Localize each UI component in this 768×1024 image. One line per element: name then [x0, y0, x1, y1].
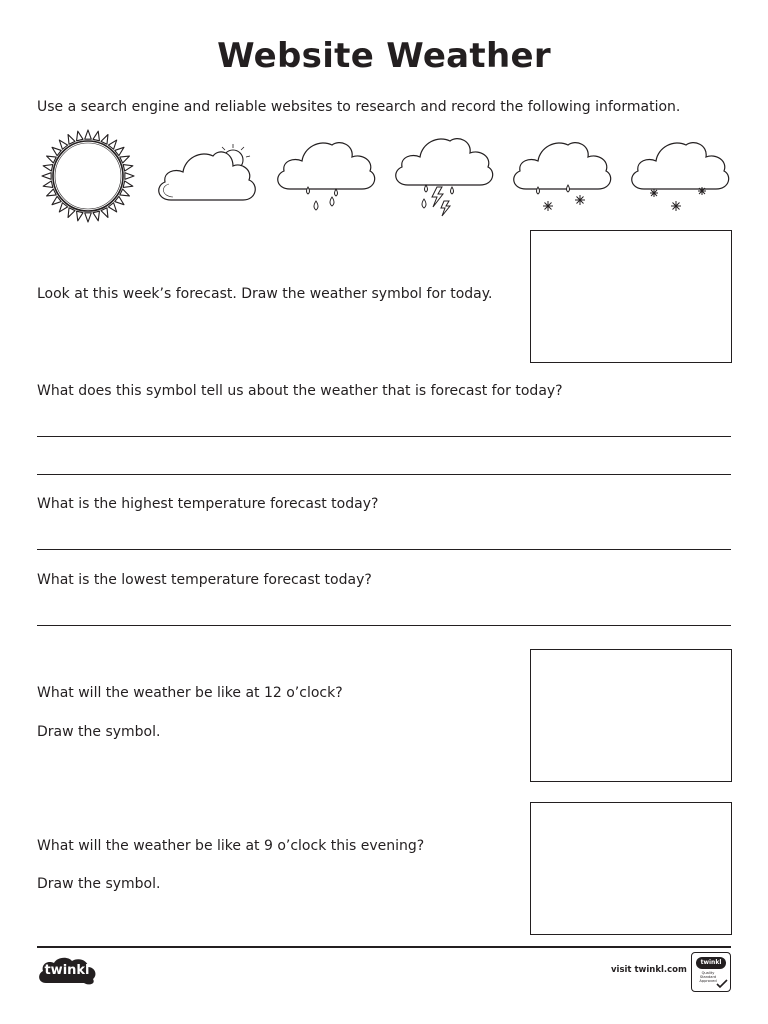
sun-ray [120, 156, 130, 163]
question-today-symbol: Look at this week’s forecast. Draw the weather symbol for today. [37, 286, 493, 302]
sun-ray [85, 130, 92, 139]
intro-text: Use a search engine and reliable websites to research and record the following information. [37, 99, 681, 115]
thunderstorm-cloud-icon [390, 133, 496, 221]
sun-ray [47, 156, 57, 163]
drawing-box-today[interactable] [530, 230, 732, 363]
sun-ray [42, 173, 51, 180]
sun-ray [68, 135, 75, 145]
sun-ray [123, 181, 133, 187]
instruction-draw-symbol: Draw the symbol. [37, 724, 161, 740]
quality-badge [691, 952, 731, 992]
badge-text: Quality Standard Approved [699, 971, 717, 984]
question-weather-9-oclock: What will the weather be like at 9 o’clock this evening? [37, 838, 425, 854]
drawing-box-12-oclock[interactable] [530, 649, 732, 782]
rain-cloud-icon [272, 137, 378, 217]
instruction-draw-symbol: Draw the symbol. [37, 876, 161, 892]
answer-line[interactable] [37, 625, 731, 626]
question-symbol-meaning: What does this symbol tell us about the weather that is forecast for today? [37, 383, 563, 399]
sun-ray [123, 165, 133, 171]
sleet-cloud-icon [508, 137, 614, 217]
question-lowest-temperature: What is the lowest temperature forecast today? [37, 572, 372, 588]
answer-line[interactable] [37, 474, 731, 475]
drawing-box-9-oclock[interactable] [530, 802, 732, 935]
sun-ray [93, 211, 99, 221]
check-icon [716, 979, 728, 989]
sun-ray [101, 208, 108, 218]
sun-ray [47, 189, 57, 196]
answer-line[interactable] [37, 549, 731, 550]
snow-cloud-icon [626, 137, 732, 217]
answer-line[interactable] [37, 436, 731, 437]
twinkl-logo [36, 955, 98, 987]
visit-twinkl-link[interactable]: visit twinkl.com [611, 965, 687, 975]
sun-ray [77, 131, 83, 141]
sun-ray [85, 213, 92, 222]
sun-ray [120, 189, 130, 196]
sun-ray [125, 173, 134, 180]
sun-behind-cloud-icon [153, 142, 259, 208]
footer-divider [37, 946, 731, 948]
sun-ray [77, 211, 83, 221]
sun-ray [101, 135, 108, 145]
sun-ray [68, 208, 75, 218]
badge-logo-text: twinkl [696, 957, 726, 969]
sun-ray [43, 165, 53, 171]
sun-ray [93, 131, 99, 141]
sun-ray [43, 181, 53, 187]
twinkl-logo-text: twinkl [44, 963, 90, 978]
question-highest-temperature: What is the highest temperature forecast today? [37, 496, 379, 512]
question-weather-12-oclock: What will the weather be like at 12 o’clock? [37, 685, 343, 701]
page-title: Website Weather [217, 36, 551, 76]
sun-icon [40, 130, 136, 222]
